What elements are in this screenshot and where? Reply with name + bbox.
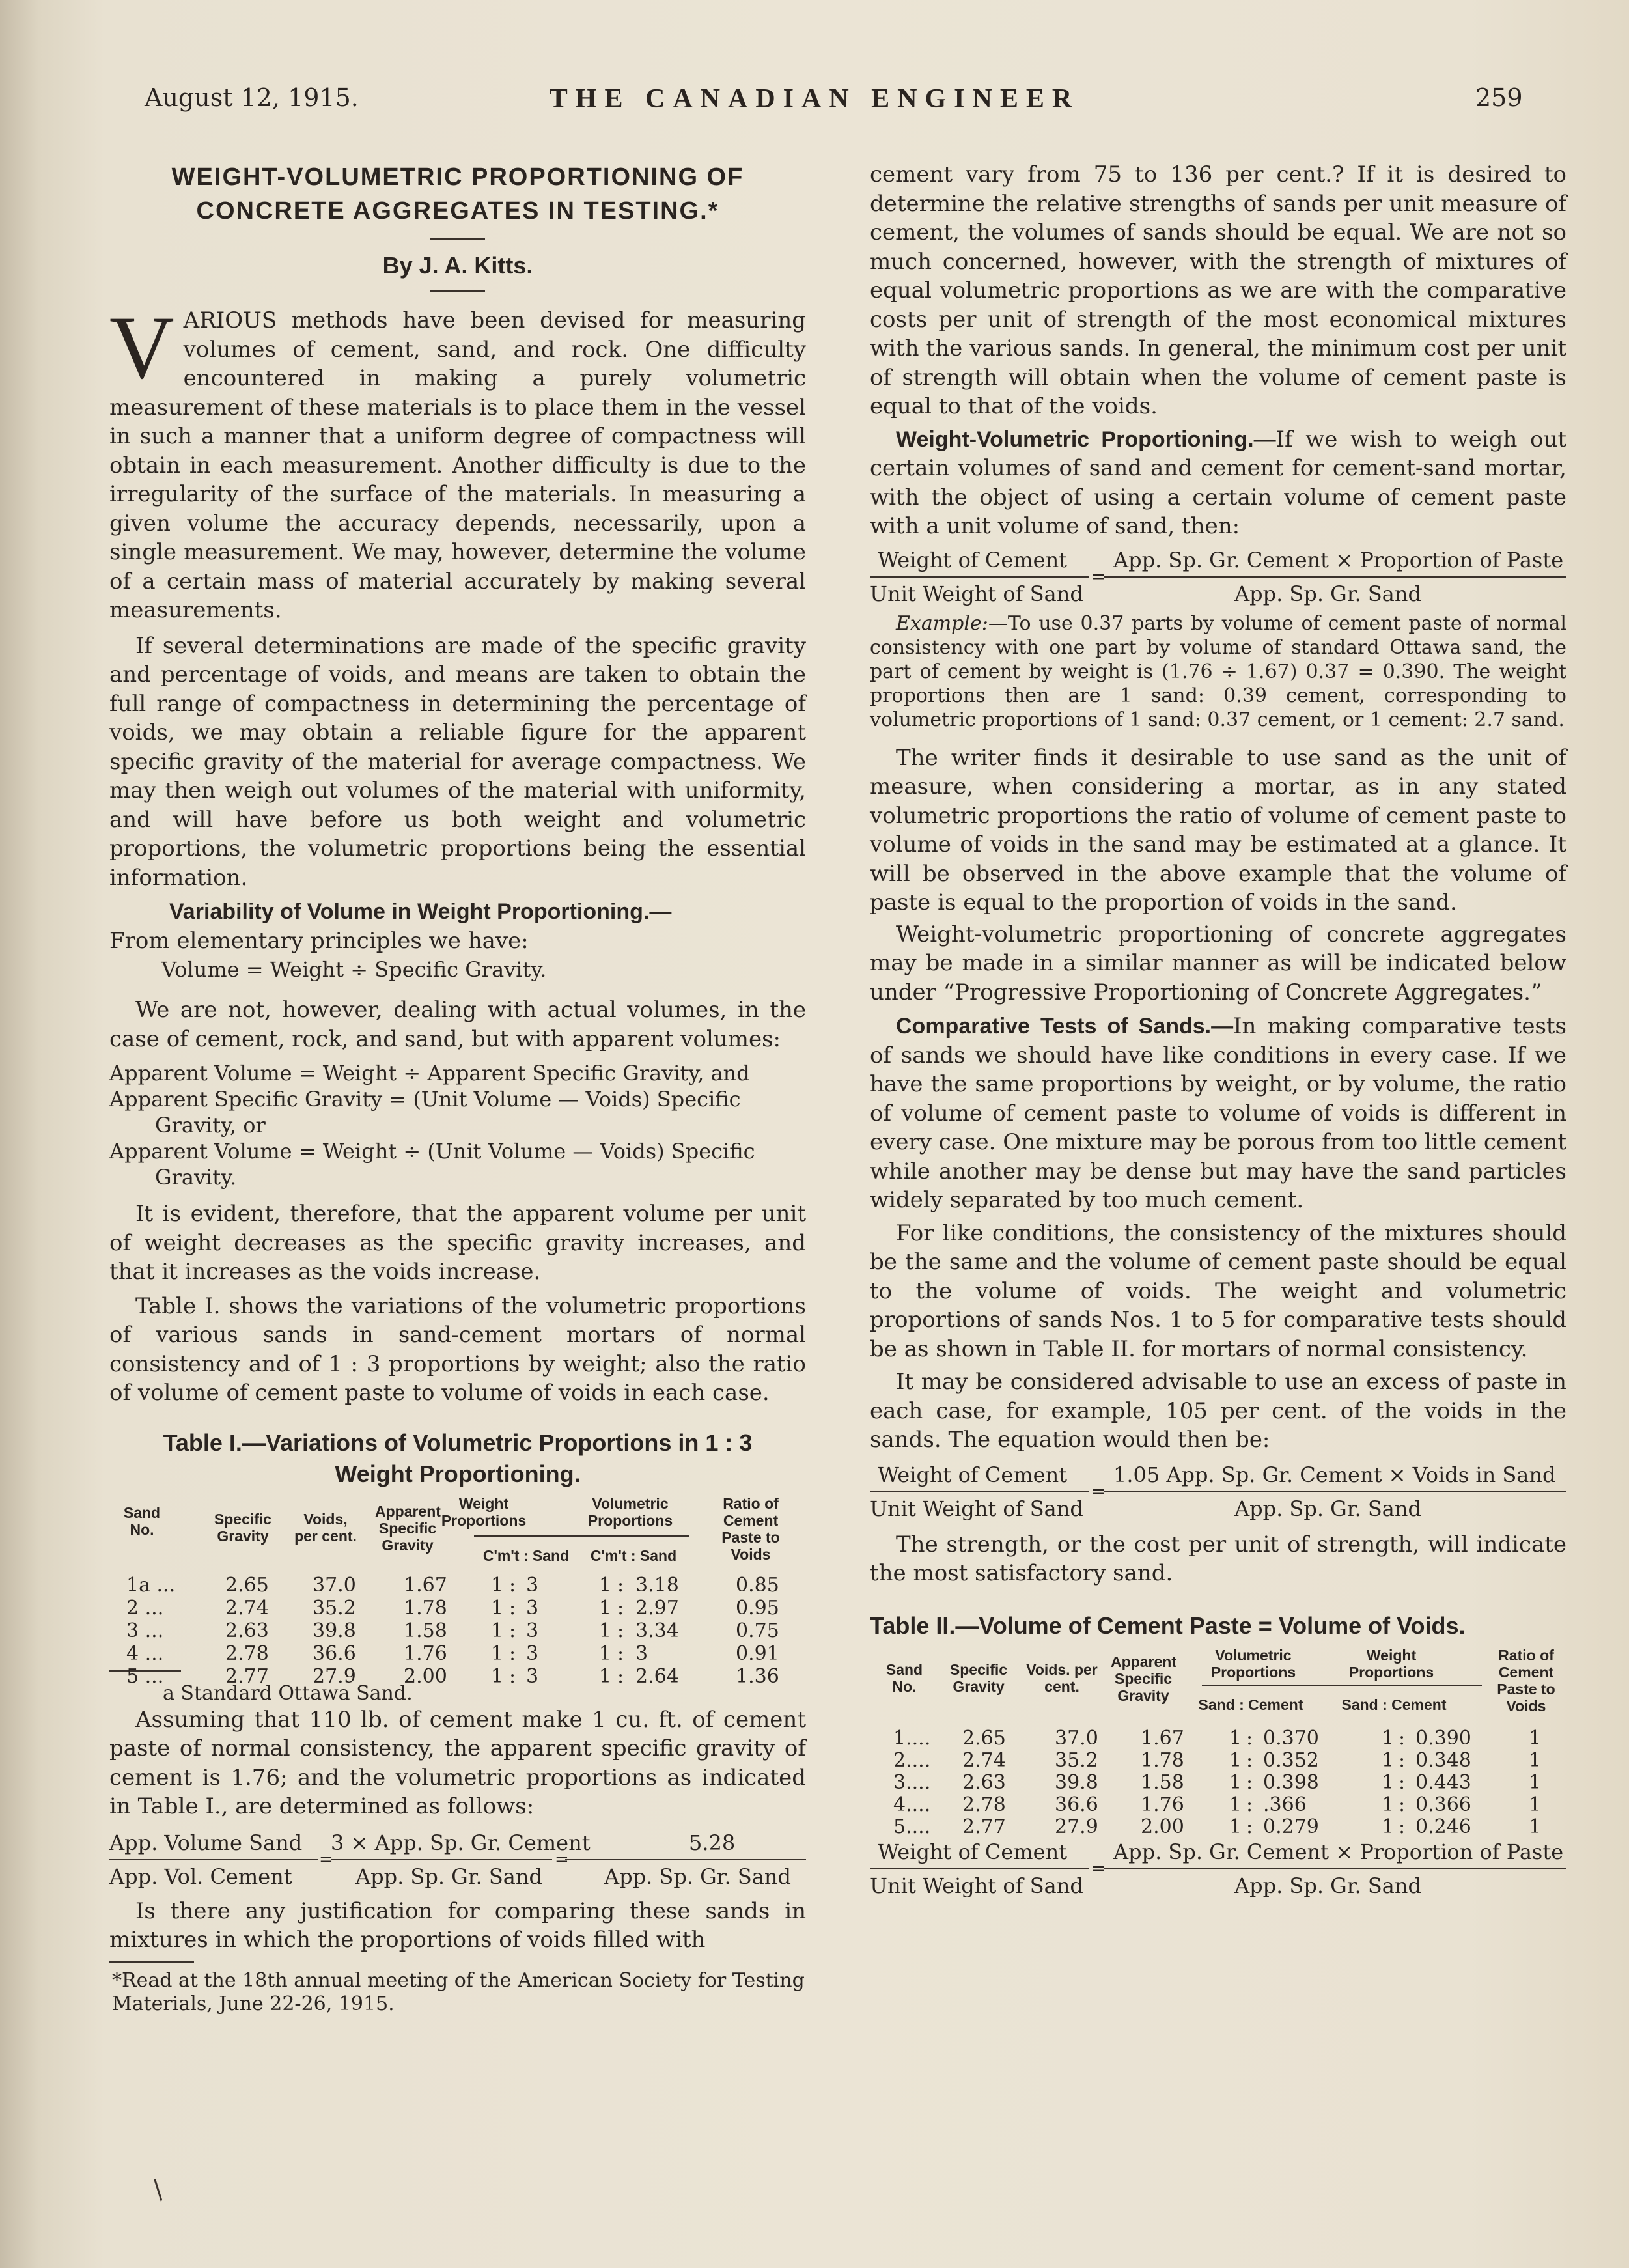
equation: Apparent Volume = Weight ÷ Apparent Specific Gravity, and (109, 1061, 750, 1085)
fraction-denominator: App. Sp. Gr. Sand (1234, 1496, 1421, 1521)
fraction-numerator: 3 × App. Sp. Gr. Cement (331, 1830, 591, 1855)
table1-cell-weight-sand: 3 (526, 1619, 539, 1642)
equation-group (109, 1060, 806, 1190)
section-heading: Weight-Volumetric Proportioning.— (896, 427, 1276, 452)
table1-cell-sand-no: 1a ... (126, 1573, 176, 1597)
table1-cell-weight-cement: 1 (491, 1596, 504, 1619)
table1-cell-colon: : (617, 1664, 624, 1688)
equals-sign: = (319, 1849, 333, 1869)
formula-volume: Volume = Weight ÷ Specific Gravity. (161, 957, 547, 982)
table1-header-app: Apparent Specific Gravity (375, 1502, 441, 1554)
table2-header-volumetric-sub: Sand : Cement (1198, 1696, 1303, 1713)
table2-cell-weight-cement: 0.366 (1415, 1793, 1471, 1816)
table2-cell-vol-cement: .366 (1263, 1793, 1307, 1816)
table2-cell-ratio: 1 (1529, 1815, 1542, 1838)
table1-cell-sand-no: 5 ... (126, 1664, 164, 1688)
paragraph: Weight-volumetric proportioning of concrete aggregates may be made in a similar manner as will be indicated below under “Progressive Proportioning of Concrete Aggregates.” (870, 921, 1566, 1005)
section-paragraph: Weight-Volumetric Proportioning.—If we wish to weigh out certain volumes of sand and cement for cement-sand mortar, with the object of using a certain volume of cement paste with a unit volume of sand, then: (870, 426, 1566, 539)
table1-header-ratio: Ratio of Cement Paste to Voids (721, 1494, 780, 1563)
fraction-numerator: 1.05 App. Sp. Gr. Cement × Voids in Sand (1113, 1462, 1556, 1487)
fraction-equation (109, 1830, 806, 1890)
fraction-bar (565, 1859, 806, 1860)
table2-cell-colon: : (1246, 1771, 1253, 1794)
table1-cell-sand-no: 3 ... (126, 1619, 164, 1642)
table2-cell-weight-cement: 0.390 (1415, 1726, 1471, 1750)
table1-cell-voids: 36.6 (313, 1642, 356, 1665)
table2-cell-voids: 39.8 (1055, 1771, 1098, 1794)
table2-header-sand-no: Sand No. (885, 1660, 923, 1695)
paragraph: It may be considered advisable to use an excess of paste in each case, for example, 105 per cent. of the voids in the sands. The equation would then be: (870, 1369, 1566, 1453)
paragraph: For like conditions, the consistency of the mixtures should be the same and the volume of cement paste should be equal to the volume of voids. The weight and volumetric proportions of sands Nos. 1 to 5 for comparative tests should be as shown in Table II. for mortars of normal consistency. (870, 1220, 1566, 1362)
section-heading: Comparative Tests of Sands.— (896, 1014, 1234, 1039)
table2-cell-sand-no: 2.... (893, 1748, 931, 1772)
table1-cell-vol-cement: 1 (599, 1573, 612, 1597)
table1-cell-colon: : (509, 1573, 516, 1597)
table2-cell-voids: 35.2 (1055, 1748, 1098, 1772)
fraction-denominator: Unit Weight of Sand (870, 581, 1083, 606)
table2-cell-weight-sand: 1 (1382, 1748, 1395, 1772)
table2-cell-app: 1.67 (1141, 1726, 1184, 1750)
table2-cell-vol-sand: 1 (1229, 1815, 1242, 1838)
table1-cell-app: 1.58 (404, 1619, 447, 1642)
table2-cell-weight-sand: 1 (1382, 1726, 1395, 1750)
table2-header-rule (1202, 1685, 1482, 1686)
table2-cell-sg: 2.63 (962, 1771, 1006, 1794)
table2-cell-vol-cement: 0.352 (1263, 1748, 1319, 1772)
table1-header-rule (474, 1535, 689, 1537)
paragraph: Assuming that 110 lb. of cement make 1 cu. ft. of cement paste of normal consistency, the apparent specific gravity of cement is 1.76; and the volumetric proportions as indicated in Table I., are determined as follows: (109, 1706, 806, 1819)
table2-cell-ratio: 1 (1529, 1793, 1542, 1816)
table1-cell-colon: : (617, 1573, 624, 1597)
table1-cell-ratio: 0.75 (736, 1619, 779, 1642)
table1-cell-weight-sand: 3 (526, 1596, 539, 1619)
fraction-equation (870, 548, 1566, 604)
table2-cell-weight-cement: 0.443 (1415, 1771, 1471, 1794)
table2-cell-colon: : (1399, 1726, 1406, 1750)
equation: Apparent Specific Gravity = (Unit Volume — Voids) Specific Gravity, or (109, 1087, 741, 1138)
equals-sign: = (1091, 1481, 1106, 1502)
table1-header-voids: Voids, per cent. (294, 1510, 357, 1545)
section-paragraph: Comparative Tests of Sands.—In making comparative tests of sands we should have like conditions in every case. If we have the same proportions by weight, or by volume, the ratio of volume of cement paste to volume of voids is different in every case. One mixture may be porous from too little cement while another may be dense but may have the sand particles widely separated by too much cement. (870, 1013, 1567, 1213)
margin-stroke-mark: / (146, 2175, 171, 2205)
table2-title: Table II.—Volume of Cement Paste = Volume of Voids. (870, 1612, 1466, 1639)
table2-cell-ratio: 1 (1529, 1771, 1542, 1794)
fraction-bar (870, 1491, 1089, 1492)
table1-cell-app: 1.76 (404, 1642, 447, 1665)
table1-cell-sand-no: 2 ... (126, 1596, 164, 1619)
example-label: Example: (896, 611, 988, 635)
table1-cell-sg: 2.77 (225, 1664, 269, 1688)
example-paragraph: Example:—To use 0.37 parts by volume of cement paste of normal consistency with one part by volume of standard Ottawa sand, the part of cement by weight is (1.76 ÷ 1.67) 0.37 = 0.390. The weight proportions then are 1 sand: 0.39 cement, corresponding to volumetric proportions of 1 sand: 0.37 cement, or 1 cement: 2.7 sand. (870, 611, 1566, 731)
table2-cell-weight-sand: 1 (1382, 1771, 1395, 1794)
table1-header-weight: Weight Proportions (441, 1494, 527, 1529)
table1-cell-ratio: 1.36 (736, 1664, 779, 1688)
table1-cell-app: 2.00 (404, 1664, 447, 1688)
table2-header-app: Apparent Specific Gravity (1111, 1653, 1176, 1704)
table2-cell-app: 1.58 (1141, 1771, 1184, 1794)
paragraph: Is there any justification for comparing these sands in mixtures in which the proportions of voids filled with (109, 1897, 806, 1953)
fraction-equation (870, 1840, 1566, 1896)
table2-header-weight-sub: Sand : Cement (1341, 1696, 1447, 1713)
table1-cell-vol-sand: 3.34 (635, 1619, 679, 1642)
table1-header-weight-sub: C'm't : Sand (482, 1547, 570, 1564)
table2-cell-app: 1.78 (1141, 1748, 1184, 1772)
paragraph: We are not, however, dealing with actual volumes, in the case of cement, rock, and sand, but with apparent volumes: (109, 997, 806, 1052)
table1-cell-app: 1.78 (404, 1596, 447, 1619)
fraction-bar (1104, 1491, 1566, 1492)
table1-cell-vol-cement: 1 (599, 1596, 612, 1619)
table1-cell-ratio: 0.85 (736, 1573, 779, 1597)
section-paragraph: Variability of Volume in Weight Proportioning.— From elementary principles we have: (109, 899, 672, 954)
table2-cell-colon: : (1246, 1748, 1253, 1772)
table1-cell-colon: : (509, 1642, 516, 1665)
table1-cell-vol-cement: 1 (599, 1619, 612, 1642)
table1-cell-colon: : (509, 1619, 516, 1642)
fraction-numerator: App. Sp. Gr. Cement × Proportion of Paste (1113, 1839, 1564, 1864)
table2-cell-sg: 2.78 (962, 1793, 1006, 1816)
table1-cell-ratio: 0.95 (736, 1596, 779, 1619)
table1-cell-sg: 2.63 (225, 1619, 269, 1642)
table2-cell-ratio: 1 (1529, 1748, 1542, 1772)
page-number: 259 (1475, 83, 1523, 112)
table1-cell-vol-cement: 1 (599, 1664, 612, 1688)
table1-cell-sg: 2.65 (225, 1573, 269, 1597)
table2-cell-colon: : (1399, 1748, 1406, 1772)
table1-header-volumetric: Volumetric Proportions (587, 1494, 673, 1529)
table1-cell-vol-sand: 3.18 (635, 1573, 679, 1597)
fraction-denominator: App. Vol. Cement (109, 1864, 292, 1889)
table1-cell-vol-cement: 1 (599, 1642, 612, 1665)
journal-title: THE CANADIAN ENGINEER (549, 84, 1080, 114)
table2-cell-colon: : (1246, 1726, 1253, 1750)
table2-cell-app: 1.76 (1141, 1793, 1184, 1816)
table2-cell-colon: : (1399, 1771, 1406, 1794)
table1-cell-weight-cement: 1 (491, 1573, 504, 1597)
table2-cell-voids: 27.9 (1055, 1815, 1098, 1838)
fraction-denominator: App. Sp. Gr. Sand (1234, 581, 1421, 606)
table2-cell-voids: 36.6 (1055, 1793, 1098, 1816)
table2-cell-weight-cement: 0.246 (1415, 1815, 1471, 1838)
drop-cap: V (109, 298, 174, 397)
table1-cell-weight-cement: 1 (491, 1642, 504, 1665)
paragraph: The writer finds it desirable to use sand as the unit of measure, when considering a mortar, as in any stated volumetric proportions the ratio of volume of cement paste to volume of voids in the sand may be estimated at a glance. It will be observed in the above example that the volume of paste is equal to the proportion of voids in the sand. (870, 744, 1566, 916)
fraction-equation (870, 1463, 1566, 1519)
fraction-bar (1104, 1868, 1566, 1869)
right-column (870, 156, 1566, 1896)
table1-cell-voids: 39.8 (313, 1619, 356, 1642)
fraction-denominator: App. Sp. Gr. Sand (604, 1864, 791, 1889)
table2-cell-colon: : (1246, 1793, 1253, 1816)
fraction-numerator: Weight of Cement (878, 1462, 1068, 1487)
table1-cell-ratio: 0.91 (736, 1642, 779, 1665)
table2-cell-voids: 37.0 (1055, 1726, 1098, 1750)
table1-cell-vol-sand: 2.97 (635, 1596, 679, 1619)
table1-cell-voids: 27.9 (313, 1664, 356, 1688)
table1-cell-vol-sand: 3 (635, 1642, 648, 1665)
fraction-bar (870, 1868, 1089, 1869)
table1-cell-sand-no: 4 ... (126, 1642, 164, 1665)
issue-date: August 12, 1915. (145, 83, 359, 112)
table2-cell-sg: 2.77 (962, 1815, 1006, 1838)
table1-cell-voids: 37.0 (313, 1573, 356, 1597)
table2-cell-vol-sand: 1 (1229, 1793, 1242, 1816)
title-rule (430, 238, 485, 240)
table1-note: a Standard Ottawa Sand. (163, 1681, 413, 1705)
table2-cell-vol-sand: 1 (1229, 1726, 1242, 1750)
byline: By J. A. Kitts. (382, 252, 533, 279)
table1-title: Table I.—Variations of Volumetric Proportions in 1 : 3 Weight Proportioning. (163, 1429, 753, 1487)
table1-header-sand-no: Sand No. (123, 1504, 161, 1538)
table1 (109, 1490, 806, 1688)
table2-cell-colon: : (1246, 1815, 1253, 1838)
table1-cell-weight-cement: 1 (491, 1664, 504, 1688)
section-heading: Variability of Volume in Weight Proportioning.— (169, 899, 672, 924)
article-title: WEIGHT-VOLUMETRIC PROPORTIONING OF CONCRETE AGGREGATES IN TESTING.* (171, 163, 744, 225)
table2-cell-vol-sand: 1 (1229, 1748, 1242, 1772)
table2-cell-sand-no: 4.... (893, 1793, 931, 1816)
table1-cell-voids: 35.2 (313, 1596, 356, 1619)
fraction-denominator: App. Sp. Gr. Sand (1234, 1873, 1421, 1898)
fraction-numerator: App. Sp. Gr. Cement × Proportion of Paste (1113, 547, 1564, 572)
fraction-numerator: App. Volume Sand (109, 1830, 303, 1855)
table2-cell-weight-sand: 1 (1382, 1815, 1395, 1838)
table2-cell-app: 2.00 (1141, 1815, 1184, 1838)
table2-cell-vol-cement: 0.370 (1263, 1726, 1319, 1750)
table1-cell-colon: : (617, 1596, 624, 1619)
table1-cell-weight-sand: 3 (526, 1664, 539, 1688)
table2-cell-vol-cement: 0.279 (1263, 1815, 1319, 1838)
fraction-denominator: Unit Weight of Sand (870, 1496, 1083, 1521)
footnote-rule (109, 1961, 194, 1963)
table2-header-sg: Specific Gravity (949, 1660, 1008, 1695)
table1-cell-vol-sand: 2.64 (635, 1664, 679, 1688)
equation: Apparent Volume = Weight ÷ (Unit Volume — Voids) Specific Gravity. (109, 1139, 755, 1190)
fraction-bar (109, 1859, 318, 1860)
table2-cell-weight-cement: 0.348 (1415, 1748, 1471, 1772)
table2-cell-vol-cement: 0.398 (1263, 1771, 1319, 1794)
fraction-denominator: Unit Weight of Sand (870, 1873, 1083, 1898)
paragraph: cement vary from 75 to 136 per cent.? If it is desired to determine the relative strengths of sands per unit measure of cement, the volumes of sands should be equal. We are not so much concerned, however, with the strength of mixtures of equal volumetric proportions as we are with the comparative costs per unit of strength of the most economical mixtures with the various sands. In general, the minimum cost per unit of strength will obtain when the volume of cement paste is equal to that of the voids. (870, 161, 1566, 419)
paragraph: It is evident, therefore, that the apparent volume per unit of weight decreases as the specific gravity increases, and that it increases as the voids increase. (109, 1201, 806, 1285)
table1-cell-sg: 2.78 (225, 1642, 269, 1665)
table2-cell-sg: 2.65 (962, 1726, 1006, 1750)
equals-sign: = (1091, 567, 1106, 587)
equals-sign: = (555, 1849, 569, 1869)
table1-cell-weight-cement: 1 (491, 1619, 504, 1642)
table2-cell-colon: : (1399, 1815, 1406, 1838)
table2-cell-vol-sand: 1 (1229, 1771, 1242, 1794)
table1-header-volumetric-sub: C'm't : Sand (590, 1547, 677, 1564)
table2-cell-sand-no: 5.... (893, 1815, 931, 1838)
table2-cell-weight-sand: 1 (1382, 1793, 1395, 1816)
footnote: *Read at the 18th annual meeting of the American Society for Testing Materials, June 22-26, 1915. (112, 1968, 805, 2015)
table2-cell-colon: : (1399, 1793, 1406, 1816)
fraction-numerator: Weight of Cement (878, 1839, 1068, 1864)
table2-cell-sand-no: 3.... (893, 1771, 931, 1794)
table1-cell-colon: : (509, 1596, 516, 1619)
table2-cell-ratio: 1 (1529, 1726, 1542, 1750)
byline-rule (430, 290, 485, 292)
table2-cell-sg: 2.74 (962, 1748, 1006, 1772)
intro-paragraph: VARIOUS methods have been devised for measuring volumes of cement, sand, and rock. One difficulty encountered in making a purely volumetric measurement of these materials is to place them in the vessel in such a manner that a uniform degree of compactness will obtain in each measurement. Another difficulty is due to the irregularity of the surface of the materials. In measuring a given volume the accuracy depends, necessarily, upon a single measurement. We may, however, determine the volume of a certain mass of material accurately by making several measurements. (109, 298, 806, 623)
paragraph: If several determinations are made of the specific gravity and percentage of voids, and means are taken to obtain the full range of compactness in determining the percentage of voids, we may obtain a reliable figure for the apparent specific gravity of the material for average compactness. We may then weigh out volumes of the material with uniformity, and will have before us both weight and volumetric proportions, the volumetric proportions being the essential information. (109, 632, 806, 891)
table1-cell-colon: : (509, 1664, 516, 1688)
table1-cell-colon: : (617, 1619, 624, 1642)
fraction-denominator: App. Sp. Gr. Sand (355, 1864, 542, 1889)
table2-header-voids: Voids. per cent. (1026, 1660, 1098, 1695)
table1-cell-app: 1.67 (404, 1573, 447, 1597)
table1-cell-weight-sand: 3 (526, 1573, 539, 1597)
fraction-bar (1104, 576, 1566, 578)
table2-header-volumetric: Volumetric Proportions (1210, 1646, 1296, 1681)
table2-header-ratio: Ratio of Cement Paste to Voids (1497, 1646, 1555, 1715)
fraction-numerator: 5.28 (689, 1830, 736, 1855)
paragraph: The strength, or the cost per unit of strength, will indicate the most satisfactory sand. (870, 1531, 1566, 1586)
left-column (109, 156, 806, 2016)
equals-sign: = (1091, 1858, 1106, 1879)
fraction-bar (870, 576, 1089, 578)
table1-cell-colon: : (617, 1642, 624, 1665)
table1-cell-sg: 2.74 (225, 1596, 269, 1619)
table2 (870, 1647, 1566, 1836)
fraction-numerator: Weight of Cement (878, 547, 1068, 572)
table2-cell-sand-no: 1.... (893, 1726, 931, 1750)
table2-header-weight: Weight Proportions (1348, 1646, 1434, 1681)
paragraph: Table I. shows the variations of the volumetric proportions of various sands in sand-cement mortars of normal consistency and of 1 : 3 proportions by weight; also the ratio of volume of cement paste to volume of voids in each case. (109, 1293, 806, 1406)
table1-header-sg: Specific Gravity (214, 1510, 272, 1545)
fraction-bar (331, 1859, 552, 1860)
table1-cell-weight-sand: 3 (526, 1642, 539, 1665)
